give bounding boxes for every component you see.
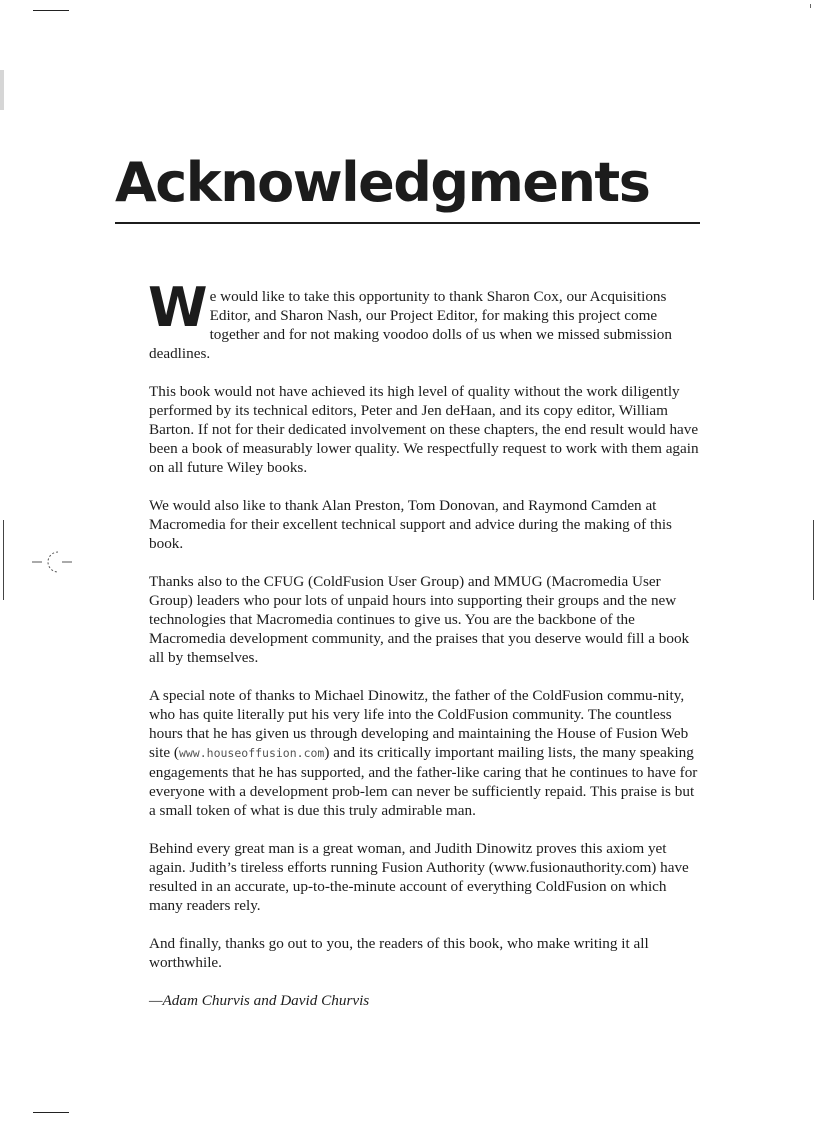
registration-mark-icon: [32, 548, 72, 576]
paragraph-5: [149, 686, 702, 820]
drop-cap: W: [148, 276, 206, 339]
houseoffusion-url: www.houseoffusion.com: [178, 746, 325, 760]
crop-mark-bottom-left: [33, 1112, 69, 1113]
title-rule: [115, 222, 700, 224]
signature: —Adam Churvis and David Churvis: [149, 992, 370, 1009]
paragraph-2: This book would not have achieved its high level of quality without the work diligently performed by its technical editors, Peter and Jen deHaan, and its copy editor, William Barton. If not for their dedicated involvement on these chapters, the end result would have been a book of measurably lower quality. We respectfully request to work with them again on all future Wiley books.: [149, 383, 699, 476]
scan-edge-strip: [0, 70, 4, 110]
crop-mark-right: [813, 520, 814, 600]
paragraph-4: Thanks also to the CFUG (ColdFusion User Group) and MMUG (Macromedia User Group) leaders who pour lots of unpaid hours into supporting their groups and the new technologies that Macromedia continues to give us. You are the backbone of the Macromedia development community, and the praises that you deserve would fill a book all by themselves.: [149, 573, 690, 666]
page-title: Acknowledgments: [115, 151, 650, 214]
acknowledgments-body: [148, 276, 702, 1029]
paragraph-6: Behind every great man is a great woman, and Judith Dinowitz proves this axiom yet again. Judith’s tireless efforts running Fusion Authority (www.fusionauthority.com) have resulted in an accurate, up-to-the-minute account of everything ColdFusion on which many readers rely.: [149, 840, 689, 914]
crop-mark-top-left: [33, 10, 69, 11]
crop-mark-left: [3, 520, 4, 600]
paragraph-1-text: e would like to take this opportunity to thank Sharon Cox, our Acquisitions Editor, and Sharon Nash, our Project Editor, for making this project come together and for not making voodoo dolls of us when we missed submission deadlines.: [149, 288, 672, 362]
paragraph-3: We would also like to thank Alan Preston, Tom Donovan, and Raymond Camden at Macromedia for their excellent technical support and advice during the making of this book.: [149, 497, 672, 552]
paragraph-1: [148, 276, 702, 363]
paragraph-5-text-before: A special note of thanks to Michael Dinowitz, the father of the ColdFusion commu-nity, who has quite literally put his very life into the ColdFusion community. The countless hours that he has given us through developing and maintaining the House of Fusion Web site (: [149, 687, 689, 761]
paragraph-5-text-after: ) and its critically important mailing lists, the many speaking engagements that he has supported, and the father-like caring that he continues to have for everyone with a development prob-lem can never be sufficiently repaid. This praise is but a small token of what is due this truly admirable man.: [149, 744, 698, 819]
crop-mark-top-right: [810, 4, 811, 8]
paragraph-7: And finally, thanks go out to you, the readers of this book, who make writing it all worthwhile.: [149, 935, 649, 971]
